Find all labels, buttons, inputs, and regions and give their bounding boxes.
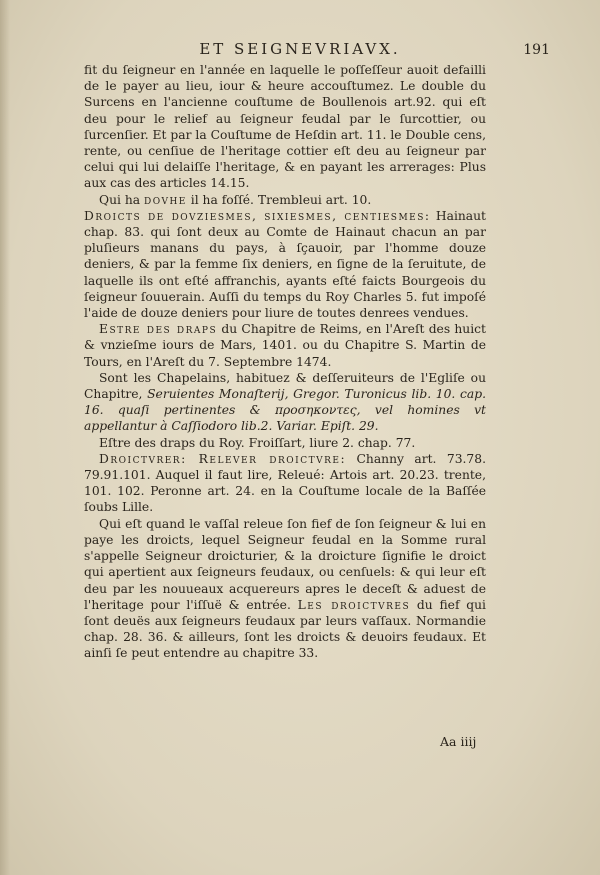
paragraph bbox=[84, 451, 486, 516]
text-run: Seruientes Monaſterij, Gregor. Turonicus lib. 10. cap. 16. quaſi pertinentes & προσηκοντες, vel homines vt appellantur à Caſſiodoro lib.2. Variar. Epiſt. 29. bbox=[84, 387, 486, 434]
text-run: fit du ſeigneur en l'année en laquelle le poſſeſſeur auoit defailli de le payer au lieu, iour & heure accouſtumez. Le double du Surcens en l'ancienne couſtume de Boullenois art.92. qui eſt deu pour le relief au ſeigneur feudal par le ſurcottier, ou ſurcenſier. Et par la Couſtume de Heſdin art. 11. le Double cens, rente, ou cenſiue de l'heritage cottier eſt deu au ſeigneur par celui qui lui delaiſſe l'heritage, & en payant les arrerages: Plus aux cas des articles 14.15. bbox=[84, 63, 486, 191]
text-run: Eſtre des draps du Roy. Froiſſart, liure 2. chap. 77. bbox=[99, 435, 416, 450]
body-text bbox=[84, 62, 486, 662]
page-header bbox=[80, 40, 550, 62]
paragraph bbox=[84, 321, 486, 370]
paragraph bbox=[84, 62, 486, 192]
text-run: Droicts de dovziesmes, sixiesmes, centiesmes: bbox=[84, 208, 431, 223]
text-run: Qui ha bbox=[99, 192, 145, 207]
text-run: du Chapitre de Reims, en l'Areſt des huict & vnzieſme iours de Mars, 1401. ou du Chapitre S. Martin de Tours, en l'Areſt du 7. Septembre 1474. bbox=[84, 322, 486, 369]
page-gutter-shadow bbox=[0, 0, 10, 875]
paragraph bbox=[84, 435, 486, 451]
running-title: ET SEIGNEVRIAVX. bbox=[199, 40, 401, 58]
text-run: Hainaut chap. 83. qui ſont deux au Comte de Hainaut chacun an par pluſieurs manans du pays, à ſçauoir, par l'homme douze deniers, & par la femme ſix deniers, en ſigne de la ſeruitute, de laquelle ils ont eſté affranchis, ayants eſté faicts Bourgeois du ſeigneur ſouuerain. Auſſi du temps du Roy Charles 5. fut impoſé l'aide de douze deniers pour liure de toutes denrees vendues. bbox=[84, 208, 486, 321]
text-run: Les droictvres bbox=[297, 597, 411, 612]
text-run: du fief qui ſont deuës aux ſeigneurs feudaux par leurs vaſſaux. Normandie chap. 28. 36. & ailleurs, ſont les droicts & deuoirs feudaux. Et ainſi ſe peut entendre au chapitre 33. bbox=[84, 597, 486, 661]
text-run: Estre des draps bbox=[99, 322, 218, 337]
paragraph bbox=[84, 516, 486, 662]
paragraph bbox=[84, 192, 486, 208]
text-run: Droictvrer: Relever droictvre: bbox=[99, 451, 347, 466]
text-run: il ha foſſé. Trembleui art. 10. bbox=[186, 192, 372, 207]
page-number: 191 bbox=[523, 42, 550, 58]
text-run: Sont les Chapelains, habituez & deſſeruiteurs de l'Egliſe ou Chapitre, bbox=[84, 370, 486, 402]
catchword: Aa iiij bbox=[440, 734, 477, 749]
text-run: Qui eſt quand le vaſſal releue ſon fief de ſon ſeigneur & lui en paye les droicts, lequel Seigneur feudal en la Somme rural s'appelle Seigneur droicturier, & la droicture ſignifie le droict qui apertient aux ſeigneurs feudaux, ou cenſuels: & qui leur eſt deu par les nouueaux acquereurs apres le deceſt & aduest de l'heritage pour l'iſſuë & entrée. bbox=[84, 516, 486, 612]
text-run: dovhe bbox=[144, 192, 187, 207]
text-run: Channy art. 73.78. 79.91.101. Auquel il faut lire, Releué: Artois art. 20.23. trente, 101. 102. Peronne art. 24. en la Couſtume locale de la Baſſée ſoubs Lille. bbox=[84, 451, 486, 515]
paragraph bbox=[84, 370, 486, 435]
paragraph bbox=[84, 208, 486, 321]
